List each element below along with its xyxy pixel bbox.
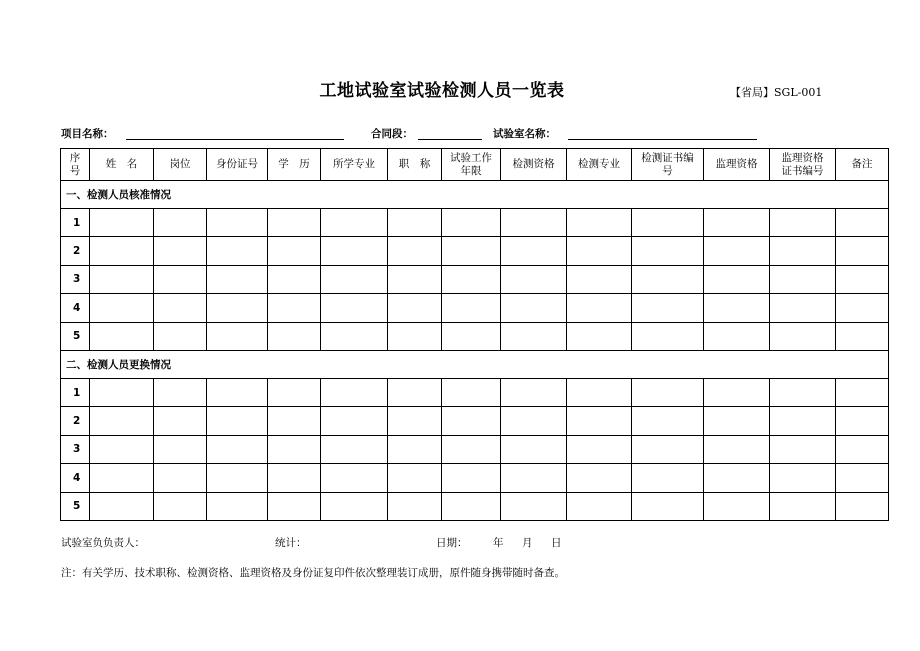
cell-work-years[interactable] <box>442 322 501 350</box>
date-month: 月 <box>522 537 533 549</box>
cell-major[interactable] <box>321 265 388 293</box>
cell-major[interactable] <box>321 492 388 520</box>
cell-test-certificate-number[interactable] <box>632 265 704 293</box>
cell-name[interactable] <box>90 492 154 520</box>
cell-major[interactable] <box>321 322 388 350</box>
cell-major[interactable] <box>321 378 388 406</box>
header-text: 检测资格 <box>512 158 555 170</box>
header-supervision-certificate-number <box>770 149 836 181</box>
cell-id-number[interactable] <box>207 435 268 463</box>
cell-remarks[interactable] <box>836 407 889 435</box>
cell-name[interactable] <box>90 378 154 406</box>
header-text: 检测证书编 <box>641 151 694 164</box>
header-text: 检测专业 <box>578 158 620 170</box>
cell-supervision-qualification[interactable] <box>704 378 770 406</box>
cell-name[interactable] <box>90 435 154 463</box>
header-text: 备注 <box>851 158 873 170</box>
cell-education[interactable] <box>268 492 321 520</box>
cell-supervision-qualification[interactable] <box>704 265 770 293</box>
cell-education[interactable] <box>268 322 321 350</box>
cell-supervision-certificate-number[interactable] <box>770 464 836 492</box>
table-row <box>61 294 889 322</box>
form-title: 工地试验室试验检测人员一览表 <box>319 81 565 101</box>
cell-name[interactable] <box>90 265 154 293</box>
header-text: 年限 <box>460 164 482 177</box>
row-number: 3 <box>61 435 90 463</box>
section-title: 二、检测人员更换情况 <box>61 350 889 378</box>
cell-remarks[interactable] <box>836 464 889 492</box>
header-work-years <box>442 149 501 181</box>
cell-test-specialty[interactable] <box>567 492 632 520</box>
section-row <box>61 350 889 378</box>
cell-major[interactable] <box>321 237 388 265</box>
cell-position[interactable] <box>154 237 207 265</box>
cell-education[interactable] <box>268 464 321 492</box>
table-row <box>61 209 889 237</box>
cell-position[interactable] <box>154 378 207 406</box>
header-test-certificate-number <box>632 149 704 181</box>
cell-id-number[interactable] <box>207 294 268 322</box>
lab-name-label: 试验室名称： <box>493 128 556 140</box>
table-row <box>61 322 889 350</box>
row-number: 3 <box>61 265 90 293</box>
cell-work-years[interactable] <box>442 407 501 435</box>
row-number: 2 <box>61 237 90 265</box>
cell-name[interactable] <box>90 407 154 435</box>
table-row <box>61 492 889 520</box>
cell-test-qualification[interactable] <box>501 435 567 463</box>
cell-test-specialty[interactable] <box>567 209 632 237</box>
cell-test-certificate-number[interactable] <box>632 435 704 463</box>
cell-supervision-qualification[interactable] <box>704 464 770 492</box>
cell-supervision-qualification[interactable] <box>704 435 770 463</box>
cell-test-specialty[interactable] <box>567 237 632 265</box>
cell-test-qualification[interactable] <box>501 464 567 492</box>
cell-position[interactable] <box>154 435 207 463</box>
table-row <box>61 237 889 265</box>
cell-professional-title[interactable] <box>388 464 442 492</box>
cell-work-years[interactable] <box>442 294 501 322</box>
cell-test-certificate-number[interactable] <box>632 322 704 350</box>
cell-professional-title[interactable] <box>388 237 442 265</box>
table-row <box>61 435 889 463</box>
date-label: 日期： <box>436 537 468 549</box>
cell-supervision-qualification[interactable] <box>704 407 770 435</box>
header-text: 所学专业 <box>333 158 375 170</box>
cell-test-qualification[interactable] <box>501 407 567 435</box>
cell-test-specialty[interactable] <box>567 435 632 463</box>
cell-supervision-certificate-number[interactable] <box>770 492 836 520</box>
cell-position[interactable] <box>154 322 207 350</box>
contract-section-label: 合同段： <box>371 128 413 140</box>
cell-test-certificate-number[interactable] <box>632 464 704 492</box>
cell-work-years[interactable] <box>442 464 501 492</box>
header-text: 监理资格 <box>715 158 758 170</box>
header-text: 身份证号 <box>216 158 258 170</box>
cell-name[interactable] <box>90 294 154 322</box>
cell-name[interactable] <box>90 464 154 492</box>
cell-remarks[interactable] <box>836 209 889 237</box>
cell-education[interactable] <box>268 435 321 463</box>
cell-work-years[interactable] <box>442 435 501 463</box>
cell-test-qualification[interactable] <box>501 294 567 322</box>
cell-test-qualification[interactable] <box>501 378 567 406</box>
cell-professional-title[interactable] <box>388 209 442 237</box>
row-number: 5 <box>61 492 90 520</box>
cell-work-years[interactable] <box>442 378 501 406</box>
cell-remarks[interactable] <box>836 322 889 350</box>
cell-supervision-certificate-number[interactable] <box>770 322 836 350</box>
cell-supervision-qualification[interactable] <box>704 322 770 350</box>
cell-supervision-qualification[interactable] <box>704 209 770 237</box>
header-serial-number <box>61 149 90 181</box>
cell-id-number[interactable] <box>207 464 268 492</box>
cell-supervision-certificate-number[interactable] <box>770 378 836 406</box>
cell-id-number[interactable] <box>207 407 268 435</box>
row-number: 4 <box>61 464 90 492</box>
cell-test-specialty[interactable] <box>567 265 632 293</box>
cell-supervision-certificate-number[interactable] <box>770 265 836 293</box>
header-text: 试验工作 <box>450 151 492 164</box>
cell-test-qualification[interactable] <box>501 265 567 293</box>
row-number: 1 <box>61 378 90 406</box>
header-text: 姓 名 <box>105 158 138 170</box>
cell-remarks[interactable] <box>836 237 889 265</box>
lab-name-field[interactable] <box>568 139 757 140</box>
cell-remarks[interactable] <box>836 492 889 520</box>
header-name <box>90 149 154 181</box>
cell-id-number[interactable] <box>207 265 268 293</box>
header-text: 岗位 <box>169 158 191 170</box>
cell-name[interactable] <box>90 237 154 265</box>
cell-work-years[interactable] <box>442 237 501 265</box>
row-number: 4 <box>61 294 90 322</box>
header-education <box>268 149 321 181</box>
cell-position[interactable] <box>154 209 207 237</box>
cell-test-certificate-number[interactable] <box>632 407 704 435</box>
cell-test-specialty[interactable] <box>567 407 632 435</box>
table-row <box>61 407 889 435</box>
cell-position[interactable] <box>154 294 207 322</box>
cell-name[interactable] <box>90 322 154 350</box>
cell-test-specialty[interactable] <box>567 322 632 350</box>
cell-education[interactable] <box>268 209 321 237</box>
header-text: 号 <box>662 164 673 177</box>
cell-education[interactable] <box>268 237 321 265</box>
cell-major[interactable] <box>321 209 388 237</box>
section-title: 一、检测人员核准情况 <box>61 181 889 209</box>
cell-professional-title[interactable] <box>388 492 442 520</box>
form-code: 【省局】SGL-001 <box>730 86 823 99</box>
responsible-label: 试验室负负责人： <box>61 537 145 549</box>
cell-supervision-qualification[interactable] <box>704 492 770 520</box>
cell-remarks[interactable] <box>836 265 889 293</box>
date-day: 日 <box>551 537 562 549</box>
cell-professional-title[interactable] <box>388 294 442 322</box>
cell-professional-title[interactable] <box>388 378 442 406</box>
cell-test-qualification[interactable] <box>501 492 567 520</box>
row-number: 5 <box>61 322 90 350</box>
cell-supervision-certificate-number[interactable] <box>770 435 836 463</box>
table-header-row <box>61 149 889 181</box>
header-text: 号 <box>69 164 81 177</box>
cell-supervision-certificate-number[interactable] <box>770 407 836 435</box>
header-text: 监理资格 <box>781 151 824 164</box>
date-year: 年 <box>493 537 504 549</box>
cell-id-number[interactable] <box>207 378 268 406</box>
row-number: 1 <box>61 209 90 237</box>
cell-work-years[interactable] <box>442 265 501 293</box>
cell-id-number[interactable] <box>207 492 268 520</box>
cell-professional-title[interactable] <box>388 322 442 350</box>
cell-professional-title[interactable] <box>388 435 442 463</box>
project-name-field[interactable] <box>126 139 344 140</box>
cell-major[interactable] <box>321 294 388 322</box>
cell-work-years[interactable] <box>442 492 501 520</box>
header-text: 证书编号 <box>781 164 824 177</box>
cell-remarks[interactable] <box>836 294 889 322</box>
cell-education[interactable] <box>268 294 321 322</box>
table-row <box>61 464 889 492</box>
cell-test-certificate-number[interactable] <box>632 378 704 406</box>
contract-section-field[interactable] <box>418 139 482 140</box>
cell-position[interactable] <box>154 407 207 435</box>
table-row <box>61 378 889 406</box>
cell-professional-title[interactable] <box>388 407 442 435</box>
cell-supervision-certificate-number[interactable] <box>770 294 836 322</box>
header-text: 序 <box>69 151 81 164</box>
header-professional-title <box>388 149 442 181</box>
table-body <box>61 181 889 521</box>
cell-test-certificate-number[interactable] <box>632 294 704 322</box>
cell-education[interactable] <box>268 407 321 435</box>
cell-test-certificate-number[interactable] <box>632 209 704 237</box>
cell-supervision-qualification[interactable] <box>704 237 770 265</box>
header-position <box>154 149 207 181</box>
cell-education[interactable] <box>268 265 321 293</box>
cell-test-certificate-number[interactable] <box>632 492 704 520</box>
cell-major[interactable] <box>321 464 388 492</box>
cell-test-specialty[interactable] <box>567 294 632 322</box>
cell-professional-title[interactable] <box>388 265 442 293</box>
header-supervision-qualification <box>704 149 770 181</box>
cell-supervision-qualification[interactable] <box>704 294 770 322</box>
cell-remarks[interactable] <box>836 378 889 406</box>
cell-supervision-certificate-number[interactable] <box>770 209 836 237</box>
cell-remarks[interactable] <box>836 435 889 463</box>
cell-major[interactable] <box>321 435 388 463</box>
cell-test-specialty[interactable] <box>567 464 632 492</box>
cell-name[interactable] <box>90 209 154 237</box>
personnel-table <box>60 148 889 521</box>
cell-position[interactable] <box>154 464 207 492</box>
cell-major[interactable] <box>321 407 388 435</box>
table-row <box>61 265 889 293</box>
header-remarks <box>836 149 889 181</box>
cell-id-number[interactable] <box>207 237 268 265</box>
cell-test-qualification[interactable] <box>501 209 567 237</box>
cell-supervision-certificate-number[interactable] <box>770 237 836 265</box>
cell-test-specialty[interactable] <box>567 378 632 406</box>
cell-test-qualification[interactable] <box>501 237 567 265</box>
header-id-number <box>207 149 268 181</box>
cell-position[interactable] <box>154 492 207 520</box>
cell-education[interactable] <box>268 378 321 406</box>
stats-label: 统计： <box>275 537 307 549</box>
section-row <box>61 181 889 209</box>
header-major <box>321 149 388 181</box>
cell-id-number[interactable] <box>207 209 268 237</box>
cell-position[interactable] <box>154 265 207 293</box>
cell-id-number[interactable] <box>207 322 268 350</box>
header-text: 学 历 <box>278 158 310 170</box>
form-meta <box>0 126 920 142</box>
cell-work-years[interactable] <box>442 209 501 237</box>
header-test-qualification <box>501 149 567 181</box>
footnote: 注：有关学历、技术职称、检测资格、监理资格及身份证复印件依次整理装订成册，原件随身携带随时备查。 <box>61 567 565 579</box>
row-number: 2 <box>61 407 90 435</box>
project-name-label: 项目名称： <box>61 128 114 140</box>
header-test-specialty <box>567 149 632 181</box>
header-text: 职 称 <box>398 158 431 170</box>
cell-test-qualification[interactable] <box>501 322 567 350</box>
cell-test-certificate-number[interactable] <box>632 237 704 265</box>
